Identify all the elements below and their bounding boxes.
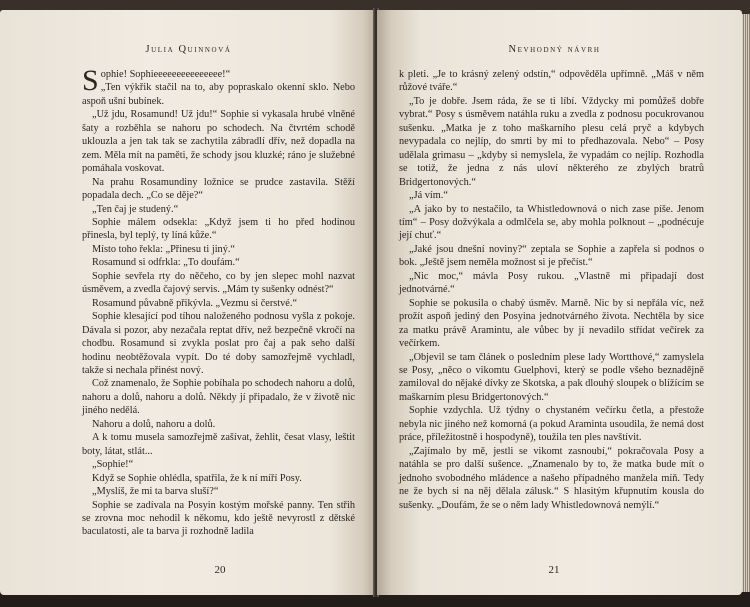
paragraph: A k tomu musela samozřejmě zašívat, žehlit, česat vlasy, leštit boty, látat, stlát... (82, 432, 355, 457)
left-page-number: 20 (214, 564, 226, 576)
paragraph: Což znamenalo, že Sophie pobíhala po schodech nahoru a dolů, nahoru a dolů, nahoru a dolů. Někdy jí připadalo, že v životě nic jiného nedělá. (82, 378, 355, 417)
paragraph: Sophie vzdychla. Už týdny o chystaném večírku četla, a přestože nebyla nic jiného než komorná (a pokud Araminta usoudila, že nemá dost práce, příležitostně i hospodyně), toužila ten ples navštívit. (399, 405, 704, 444)
paragraph: Sophie sevřela rty do něčeho, co by jen slepec mohl nazvat úsměvem, a zvedla čajový servis. „Mám ty sušenky odnést?“ (82, 270, 355, 296)
paragraph: „Zajímalo by mě, jestli se vikomt zasnoubí,“ pokračovala Posy a natáhla se pro další sušence. „Znamenalo by to, že matka bude mít o jednoho svobodného mládence a našeho případného manžela míň. Tedy ne že bych si na něj dělala zálusk.“ S hlasitým křupnutím kousla do sušenky. „Doufám, že se o něm lady Whistledownová nemýlí.“ (399, 445, 704, 511)
paragraph: Místo toho řekla: „Přinesu ti jiný.“ (92, 243, 235, 255)
paragraph: k pleti. „Je to krásný zelený odstín,“ odpověděla upřímně. „Máš v něm růžové tváře.“ (399, 69, 704, 94)
paragraph: Sophie se pokusila o chabý úsměv. Marně. Nic by si nepřála víc, než prožít aspoň jediný den Posyina jednotvárného života. Nechtěla by sice za matku právě Aramintu, ale vůbec by jí nevadilo střídat večírek za večírkem. (399, 297, 704, 350)
right-page (377, 10, 742, 595)
right-running-head: Nevhodný návrh (508, 44, 601, 55)
paragraph: „Myslíš, že mi ta barva sluší?“ (92, 486, 219, 498)
drop-cap: S (82, 64, 99, 97)
paragraph: „A jako by to nestačilo, ta Whistledownová o nich zase píše. Jenom tím“ – Posy dožvýkala a odmlčela se, aby mohla polknout – „podnécuje její chuť.“ (399, 203, 704, 242)
right-page-number: 21 (548, 564, 560, 576)
right-page-text (399, 68, 704, 512)
paragraph: „Už jdu, Rosamund! Už jdu!“ Sophie si vykasala hrubé vlněné šaty a rozběhla se nahoru po schodech. Na čtvrtém schodě uklouzla a jen tak tak se zachytila zábradlí dřív, než dopadla na zem. Měla mít na paměti, že schody jsou kluzké; ráno je služebné pomáhala voskovat. (82, 109, 355, 175)
paragraph: „Objevil se tam článek o posledním plese lady Wortthové,“ zamyslela se Posy, „něco o vikomtu Guelphovi, který se podle všeho beznadějně zamiloval do nějaké dívky ze Skotska, a pak dlouhý sloupek o blížícím se maškarním plesu Bridgertonových.“ (399, 351, 704, 403)
paragraph: Rosamund si odfrkla: „To doufám.“ (92, 257, 240, 269)
left-page (0, 10, 375, 595)
paragraph: „Sophie!“ (92, 459, 134, 471)
paragraph: Na prahu Rosamundiny ložnice se prudce zastavila. Stěží popadala dech. „Co se děje?“ (82, 176, 355, 202)
paragraph: „To je dobře. Jsem ráda, že se ti líbí. Vždycky mi pomůžeš dobře vybrat.“ Posy s úsměvem natáhla ruku a zvedla z podnosu pocukrovanou sušenku. „Matka je z toho maškarního plesu celá pryč a kdybych nevypadala co nejlíp, do smrti by mi to předhazovala. Nebo“ – Posy udělala grimasu – „kdyby si nemyslela, že vypadám co nejlíp. Rozhodla se totiž, že jedna z nás uloví některého ze zbylých bratrů Bridgertonových.“ (399, 95, 704, 188)
paragraph: Sophie se zadívala na Posyin kostým mořské panny. Ten střih se zrovna moc nehodil k někomu, kdo ještě nevyrostl z dětské baculatosti, ale ta barva ji rozhodně ladila (82, 499, 355, 538)
paragraph: Rosamund půvabně přikývla. „Vezmu si čerstvé.“ (92, 297, 298, 309)
paragraph: Sophie! Sophieeeeeeeeeeeeeee!“ (82, 64, 231, 97)
paragraph: „Jaké jsou dnešní noviny?“ zeptala se Sophie a zapřela si podnos o bok. „Ještě jsem neměla možnost si je přečíst.“ (399, 243, 704, 269)
paragraph: „Já vím.“ (409, 190, 448, 202)
left-page-text (82, 64, 355, 539)
paragraph: Když se Sophie ohlédla, spatřila, že k ní míří Posy. (92, 472, 302, 484)
paragraph: „Ten výkřik stačil na to, aby popraskalo okenní sklo. Nebo aspoň ušní bubínek. (82, 82, 355, 107)
paragraph: Sophie klesající pod tíhou naloženého podnosu vyšla z pokoje. Dávala si pozor, aby nezačala reptat dřív, než bezpečně vkročí na chodbu. Rosamund si zvykla poslat pro čaj a pak seho další hodinu neobtěžovala vypít. Do té doby samozřejmě vychladl, takže si nechala přinést nový. (82, 311, 355, 376)
paragraph: „Nic moc,“ mávla Posy rukou. „Vlastně mi připadají dost jednotvárné.“ (399, 270, 704, 296)
left-running-head: Julia Quinnová (145, 44, 232, 55)
paragraph: „Ten čaj je studený.“ (92, 203, 179, 215)
paragraph: Nahoru a dolů, nahoru a dolů. (92, 418, 216, 430)
paragraph: Sophie málem odsekla: „Když jsem ti ho před hodinou přinesla, byl teplý, ty líná kůže.“ (82, 216, 355, 242)
page-edges (742, 14, 750, 592)
